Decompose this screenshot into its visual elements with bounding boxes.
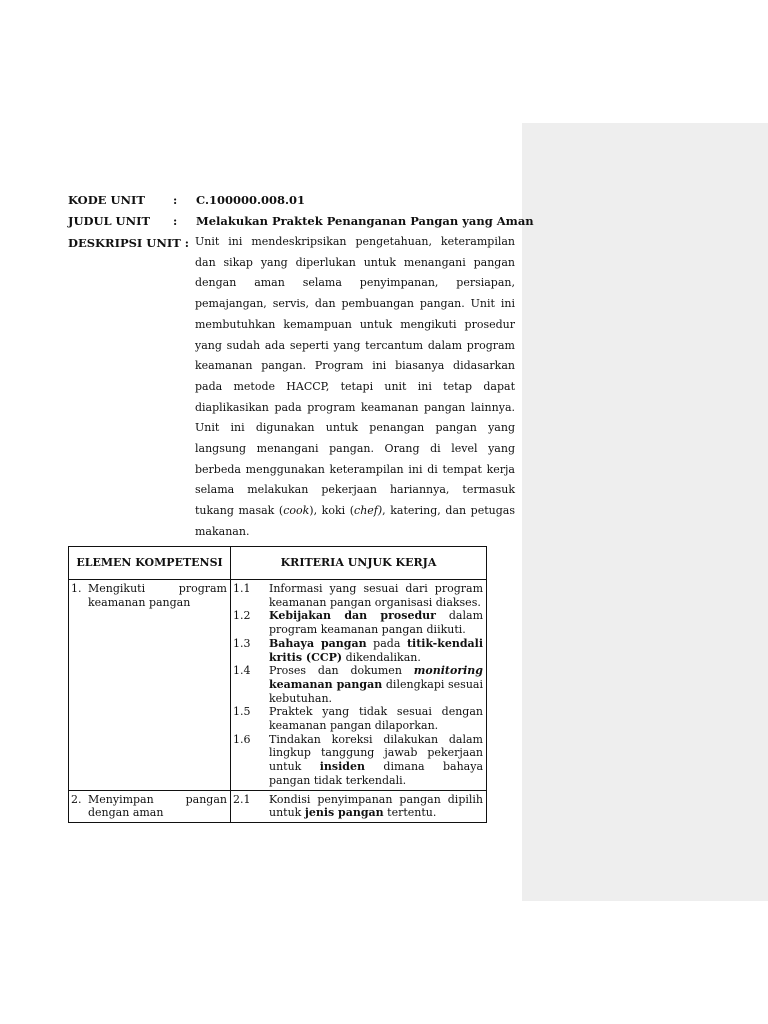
kriteria-number: 1.4 xyxy=(233,664,251,678)
header-kriteria-unjuk-kerja: KRITERIA UNJUK KERJA xyxy=(231,547,487,580)
kriteria-text-part: tertentu. xyxy=(383,806,437,820)
kriteria-text-part: Informasi yang sesuai dari program keamanan pangan organisasi diakses. xyxy=(269,582,483,609)
table-row xyxy=(69,580,487,791)
kriteria-text-part: pada xyxy=(366,636,407,650)
elemen-cell xyxy=(69,790,231,822)
judul-unit-colon: : xyxy=(173,214,178,228)
kriteria-text-part: dalam program keamanan pangan diikuti. xyxy=(269,609,483,637)
kriteria-item xyxy=(233,582,483,609)
deskripsi-text-part: Unit ini mendeskripsikan pengetahuan, keterampilan dan sikap yang diperlukan untuk menangani pangan dengan aman selama penyimpanan, persiapan, pemajangan, servis, dan pembuangan pangan. Unit ini membutuhkan kemampuan untuk mengikuti prosedur yang sudah ada seperti yang tercantum dalam program keamanan pangan. Program ini biasanya didasarkan pada metode HACCP, tetapi unit ini tetap dapat diaplikasikan pada program keamanan pangan lainnya. Unit ini digunakan untuk penangan pangan yang langsung menangani pangan. Orang di level yang berbeda menggunakan keterampilan ini di tempat kerja selama melakukan pekerjaan hariannya, termasuk tukang masak ( xyxy=(195,235,515,518)
kriteria-item xyxy=(233,664,483,705)
kriteria-emphasis: jenis pangan xyxy=(304,806,384,820)
kriteria-number: 1.1 xyxy=(233,582,251,595)
kriteria-emphasis: Kebijakan dan prosedur xyxy=(269,609,436,623)
judul-unit-value: Melakukan Praktek Penanganan Pangan yang Aman xyxy=(196,214,534,228)
deskripsi-unit-label: DESKRIPSI UNIT : xyxy=(68,236,190,250)
kriteria-item xyxy=(233,705,483,732)
elemen-number: 2. xyxy=(71,792,82,806)
kriteria-text xyxy=(269,582,483,609)
judul-unit-label: JUDUL UNIT xyxy=(68,214,151,228)
table-header-row xyxy=(69,547,487,580)
kriteria-text-part: dikendalikan. xyxy=(342,650,421,664)
kriteria-text-part: dimana bahaya pangan tidak terkendali. xyxy=(269,760,484,787)
kriteria-text-part: Tindakan koreksi dilakukan dalam lingkup tanggung jawab pekerjaan untuk xyxy=(269,732,483,774)
kriteria-text-part: Proses dan dokumen xyxy=(269,664,414,678)
elemen-number: 1. xyxy=(71,582,82,595)
kriteria-text xyxy=(269,637,483,664)
kriteria-item xyxy=(233,609,483,636)
kriteria-item xyxy=(233,733,483,788)
elemen-title: Menyimpan pangan dengan aman xyxy=(88,792,227,820)
kriteria-number: 1.6 xyxy=(233,732,251,746)
kriteria-text xyxy=(269,609,483,636)
kriteria-number: 1.2 xyxy=(233,609,251,623)
deskripsi-text-part: , katering, dan petugas makanan. xyxy=(195,504,515,538)
comment-margin-pane xyxy=(522,123,768,901)
kriteria-text xyxy=(269,793,483,820)
kode-unit-colon: : xyxy=(173,193,178,207)
kriteria-emphasis: insiden xyxy=(319,760,365,774)
kriteria-cell xyxy=(231,580,487,791)
kode-unit-label: KODE UNIT xyxy=(68,193,145,207)
elemen-item xyxy=(71,582,227,609)
deskripsi-text-chef: chef) xyxy=(354,504,383,518)
kriteria-item xyxy=(233,793,483,820)
kriteria-emphasis: titik-kendali kritis (CCP) xyxy=(269,636,483,664)
kriteria-cell xyxy=(231,790,487,822)
kriteria-text xyxy=(269,733,483,788)
kriteria-emphasis xyxy=(414,664,483,677)
competency-table xyxy=(68,546,487,823)
kriteria-text xyxy=(269,664,483,705)
deskripsi-unit-text xyxy=(195,232,515,543)
deskripsi-text-cook: cook xyxy=(283,504,310,518)
kriteria-number: 1.3 xyxy=(233,636,251,650)
kriteria-item xyxy=(233,637,483,664)
kriteria-emphasis: Bahaya pangan xyxy=(269,636,367,650)
header-elemen-kompetensi: ELEMEN KOMPETENSI xyxy=(69,547,231,580)
kode-unit-value: C.100000.008.01 xyxy=(196,193,305,207)
kriteria-number: 1.5 xyxy=(233,705,251,719)
elemen-cell xyxy=(69,580,231,791)
kriteria-text-part: Kondisi penyimpanan pangan dipilih untuk xyxy=(269,792,483,820)
elemen-title: Mengikuti program keamanan pangan xyxy=(88,582,227,609)
kriteria-text-part: Praktek yang tidak sesuai dengan keamanan pangan dilaporkan. xyxy=(269,705,483,733)
kriteria-emphasis: keamanan pangan xyxy=(269,677,383,691)
elemen-item xyxy=(71,793,227,820)
table-row xyxy=(69,790,487,822)
kriteria-text-part: dilengkapi sesuai kebutuhan. xyxy=(269,677,483,705)
kriteria-italic: monitoring xyxy=(413,664,483,678)
kriteria-text xyxy=(269,705,483,732)
kriteria-number: 2.1 xyxy=(233,792,251,806)
deskripsi-text-part: ), koki ( xyxy=(309,504,355,518)
competency-table-body xyxy=(69,580,487,823)
